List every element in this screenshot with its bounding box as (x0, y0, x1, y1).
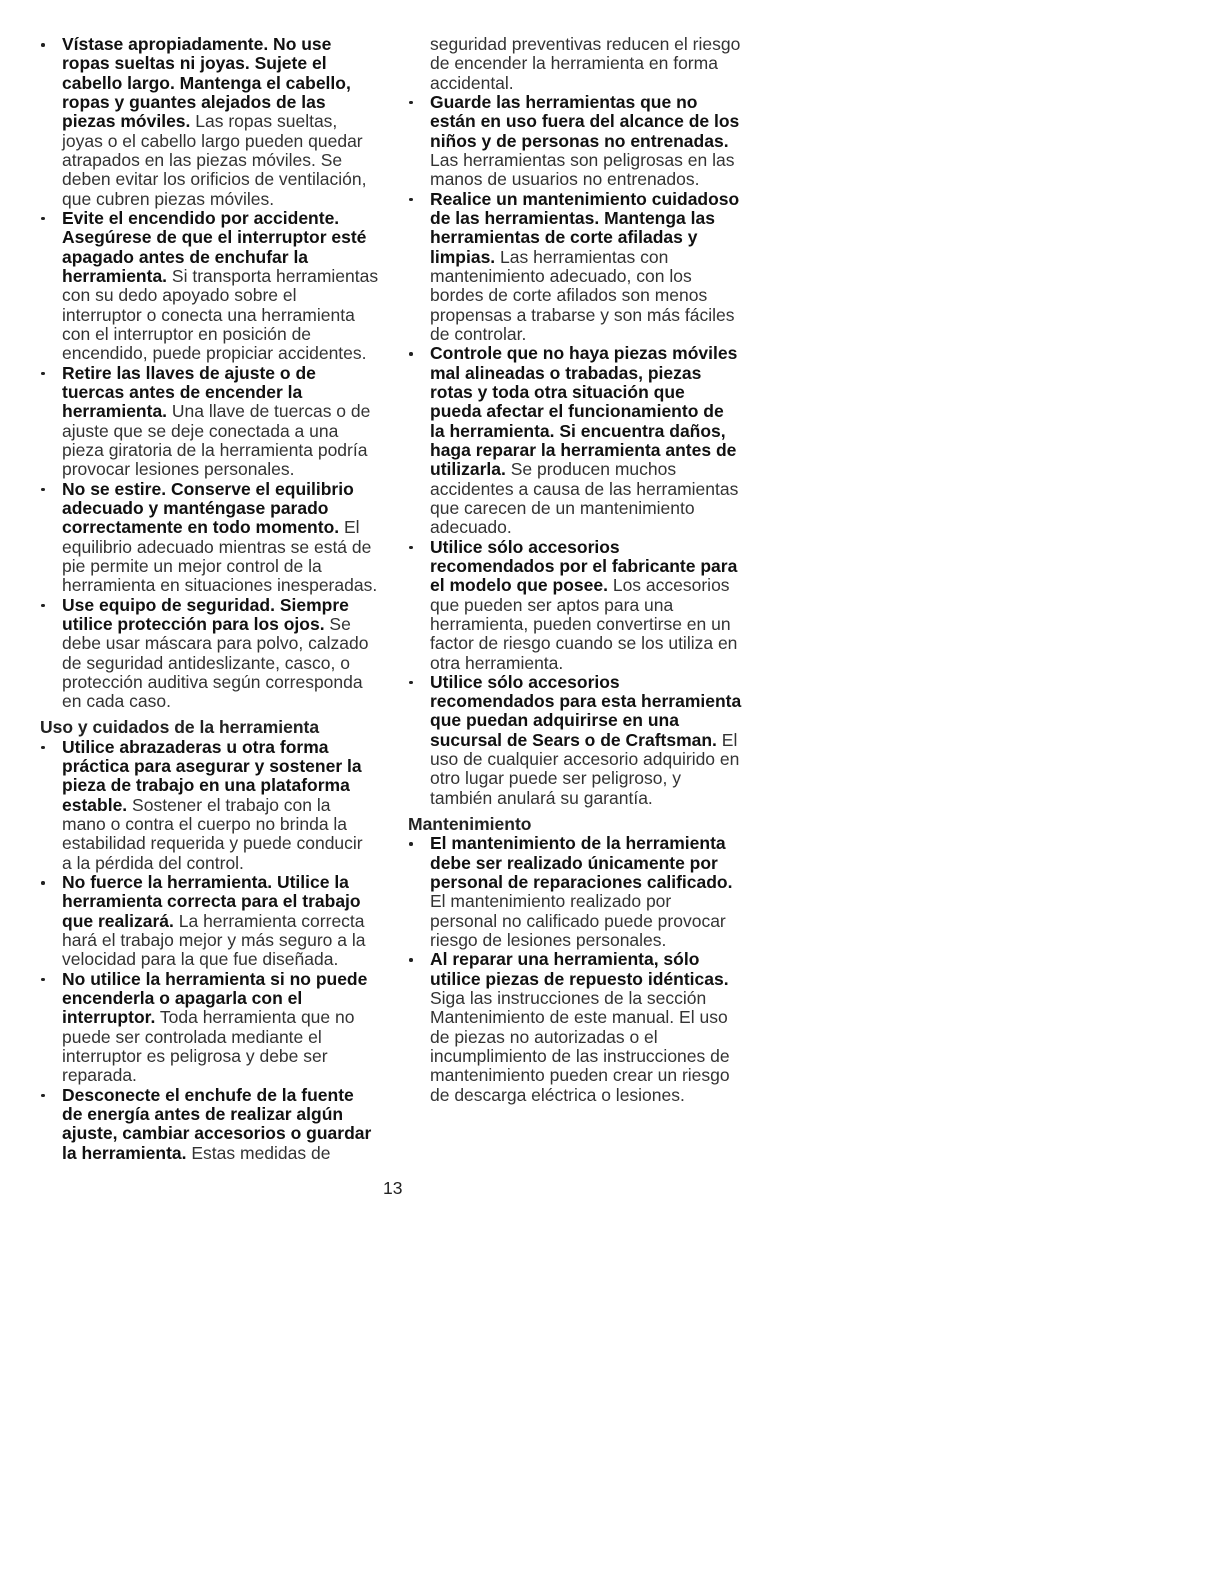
rule-emphasis: Desconecte el enchufe de la fuente de energía antes de realizar algún ajuste, cambiar accesorios o guardar la herramienta. (62, 1084, 372, 1163)
bullet-icon (41, 746, 45, 750)
bullet-icon (41, 881, 45, 885)
rule-explanation: El equilibrio adecuado mientras se está de pie permite un mejor control de la herramienta en situaciones inesperadas. (62, 517, 378, 596)
continued-paragraph (408, 35, 778, 93)
rule-emphasis: No utilice la herramienta si no puede encenderla o apagarla con el interruptor. (62, 968, 368, 1028)
safety-rule-item (408, 950, 778, 1105)
safety-rule-item (408, 673, 778, 808)
page-number: 13 (383, 1178, 403, 1198)
rule-explanation: Se producen muchos accidentes a causa de las herramientas que carecen de un mantenimiento adecuado. (430, 459, 739, 538)
bullet-icon (409, 842, 413, 846)
safety-rule-item (408, 93, 778, 190)
bullet-icon (409, 198, 413, 202)
rule-text (62, 970, 400, 1086)
rule-emphasis: Utilice sólo accesorios recomendados para esta herramienta que puedan adquirirse en una sucursal de Sears o de Craftsman. (430, 671, 742, 750)
bullet-icon (409, 958, 413, 962)
rule-explanation: Siga las instrucciones de la sección Mantenimiento de este manual. El uso de piezas no autorizadas o el incumplimiento de las instrucciones de mantenimiento pueden crear un riesgo de descarga eléctrica o lesiones. (430, 988, 730, 1105)
bullet-icon (41, 978, 45, 982)
safety-rule-item (408, 190, 778, 345)
bullet-icon (409, 352, 413, 356)
rule-explanation: Si transporta herramientas con su dedo apoyado sobre el interruptor o conecta una herramienta con el interruptor en posición de encendido, puede propiciar accidentes. (62, 265, 379, 364)
bullet-icon (409, 101, 413, 105)
safety-rule-item (40, 35, 400, 209)
rule-explanation: La herramienta correcta hará el trabajo mejor y más seguro a la velocidad para la que fue diseñada. (62, 910, 366, 970)
safety-rule-item (408, 834, 778, 950)
bullet-icon (41, 43, 45, 47)
safety-rule-item (40, 970, 400, 1086)
rule-emphasis: Evite el encendido por accidente. Asegúrese de que el interruptor esté apagado antes de enchufar la herramienta. (62, 207, 367, 286)
bullet-icon (409, 546, 413, 550)
rule-emphasis: Controle que no haya piezas móviles mal alineadas o trabadas, piezas rotas y toda otra situación que pueda afectar el funcionamiento de la herramienta. Si encuentra daños, haga reparar la herramienta antes de utilizarla. (430, 343, 738, 480)
bullet-icon (409, 681, 413, 685)
safety-rule-item (408, 538, 778, 673)
rule-text (62, 364, 400, 480)
rule-emphasis: Al reparar una herramienta, sólo utilice piezas de repuesto idénticas. (430, 949, 729, 989)
rule-text (62, 209, 400, 364)
rule-explanation: El uso de cualquier accesorio adquirido en otro lugar puede ser peligroso, y también anulará su garantía. (430, 729, 740, 808)
rule-text (62, 738, 400, 873)
safety-rule-item (40, 873, 400, 970)
rule-explanation: Las herramientas con mantenimiento adecuado, con los bordes de corte afilados son menos propensas a trabarse y son más fáciles de controlar. (430, 246, 735, 344)
rule-text (430, 950, 778, 1105)
rule-emphasis: Realice un mantenimiento cuidadoso de las herramientas. Mantenga las herramientas de corte afiladas y limpias. (430, 188, 740, 267)
rule-explanation: Una llave de tuercas o de ajuste que se deje conectada a una pieza giratoria de la herramienta podría provocar lesiones personales. (62, 401, 371, 480)
right-column (408, 35, 778, 1105)
rule-emphasis: Utilice sólo accesorios recomendados por el fabricante para el modelo que posee. (430, 536, 738, 596)
rule-explanation: seguridad preventivas reducen el riesgo de encender la herramienta en forma accidental. (430, 34, 741, 93)
continued-text (430, 35, 778, 93)
rule-explanation: Los accesorios que pueden ser aptos para una herramienta, pueden convertirse en un factor de riesgo cuando se los utiliza en otra herramienta. (430, 575, 738, 673)
rule-emphasis: Utilice abrazaderas u otra forma práctica para asegurar y sostener la pieza de trabajo en una plataforma estable. (62, 736, 362, 815)
bullet-icon (41, 604, 45, 608)
left-column (40, 35, 400, 1163)
rule-text (430, 190, 778, 345)
rule-text (62, 35, 400, 209)
rule-emphasis: Guarde las herramientas que no están en uso fuera del alcance de los niños y de personas no entrenadas. (430, 91, 740, 151)
rule-explanation: El mantenimiento realizado por personal no calificado puede provocar riesgo de lesiones personales. (430, 891, 726, 951)
rule-text (62, 480, 400, 596)
safety-rule-item (40, 1086, 400, 1163)
rule-text (430, 538, 778, 673)
rule-emphasis: El mantenimiento de la herramienta debe ser realizado únicamente por personal de reparaciones calificado. (430, 833, 733, 893)
safety-rule-item (40, 480, 400, 596)
safety-rule-item (40, 596, 400, 712)
rule-explanation: Se debe usar máscara para polvo, calzado de seguridad antideslizante, casco, o protección auditiva según corresponda en cada caso. (62, 613, 369, 712)
rule-emphasis: No se estire. Conserve el equilibrio adecuado y manténgase parado correctamente en todo momento. (62, 478, 354, 538)
rule-text (430, 834, 778, 950)
rule-text (62, 596, 400, 712)
rule-explanation: Estas medidas de (186, 1142, 331, 1163)
safety-rule-item (40, 738, 400, 873)
rule-emphasis: Vístase apropiadamente. No use ropas sueltas ni joyas. Sujete el cabello largo. Mantenga el cabello, ropas y guantes alejados de las piezas móviles. (62, 34, 351, 132)
bullet-icon (41, 1094, 45, 1098)
bullet-icon (41, 217, 45, 221)
safety-rule-item (40, 209, 400, 364)
rule-emphasis: Retire las llaves de ajuste o de tuercas antes de encender la herramienta. (62, 362, 316, 422)
rule-text (430, 93, 778, 190)
safety-rule-item (408, 344, 778, 537)
bullet-icon (41, 488, 45, 492)
rule-explanation: Las herramientas son peligrosas en las manos de usuarios no entrenados. (430, 149, 735, 190)
rule-text (62, 873, 400, 970)
section-heading-service: Mantenimiento (408, 814, 532, 835)
rule-text (430, 344, 778, 537)
safety-rule-item (40, 364, 400, 480)
bullet-icon (41, 372, 45, 376)
rule-text (430, 673, 778, 808)
rule-text (62, 1086, 400, 1163)
rule-emphasis: No fuerce la herramienta. Utilice la herramienta correcta para el trabajo que realizará. (62, 872, 361, 931)
rule-emphasis: Use equipo de seguridad. Siempre utilice protección para los ojos. (62, 594, 349, 634)
section-heading-tool-use: Uso y cuidados de la herramienta (40, 717, 320, 738)
rule-explanation: Las ropas sueltas, joyas o el cabello largo pueden quedar atrapados en las piezas móviles. Se deben evitar los orificios de ventilación, que cubren piezas móviles. (62, 111, 367, 209)
rule-explanation: Sostener el trabajo con la mano o contra el cuerpo no brinda la estabilidad requerida y puede conducir a la pérdida del control. (62, 794, 363, 873)
rule-explanation: Toda herramienta que no puede ser controlada mediante el interruptor es peligrosa y debe ser reparada. (62, 1007, 355, 1086)
